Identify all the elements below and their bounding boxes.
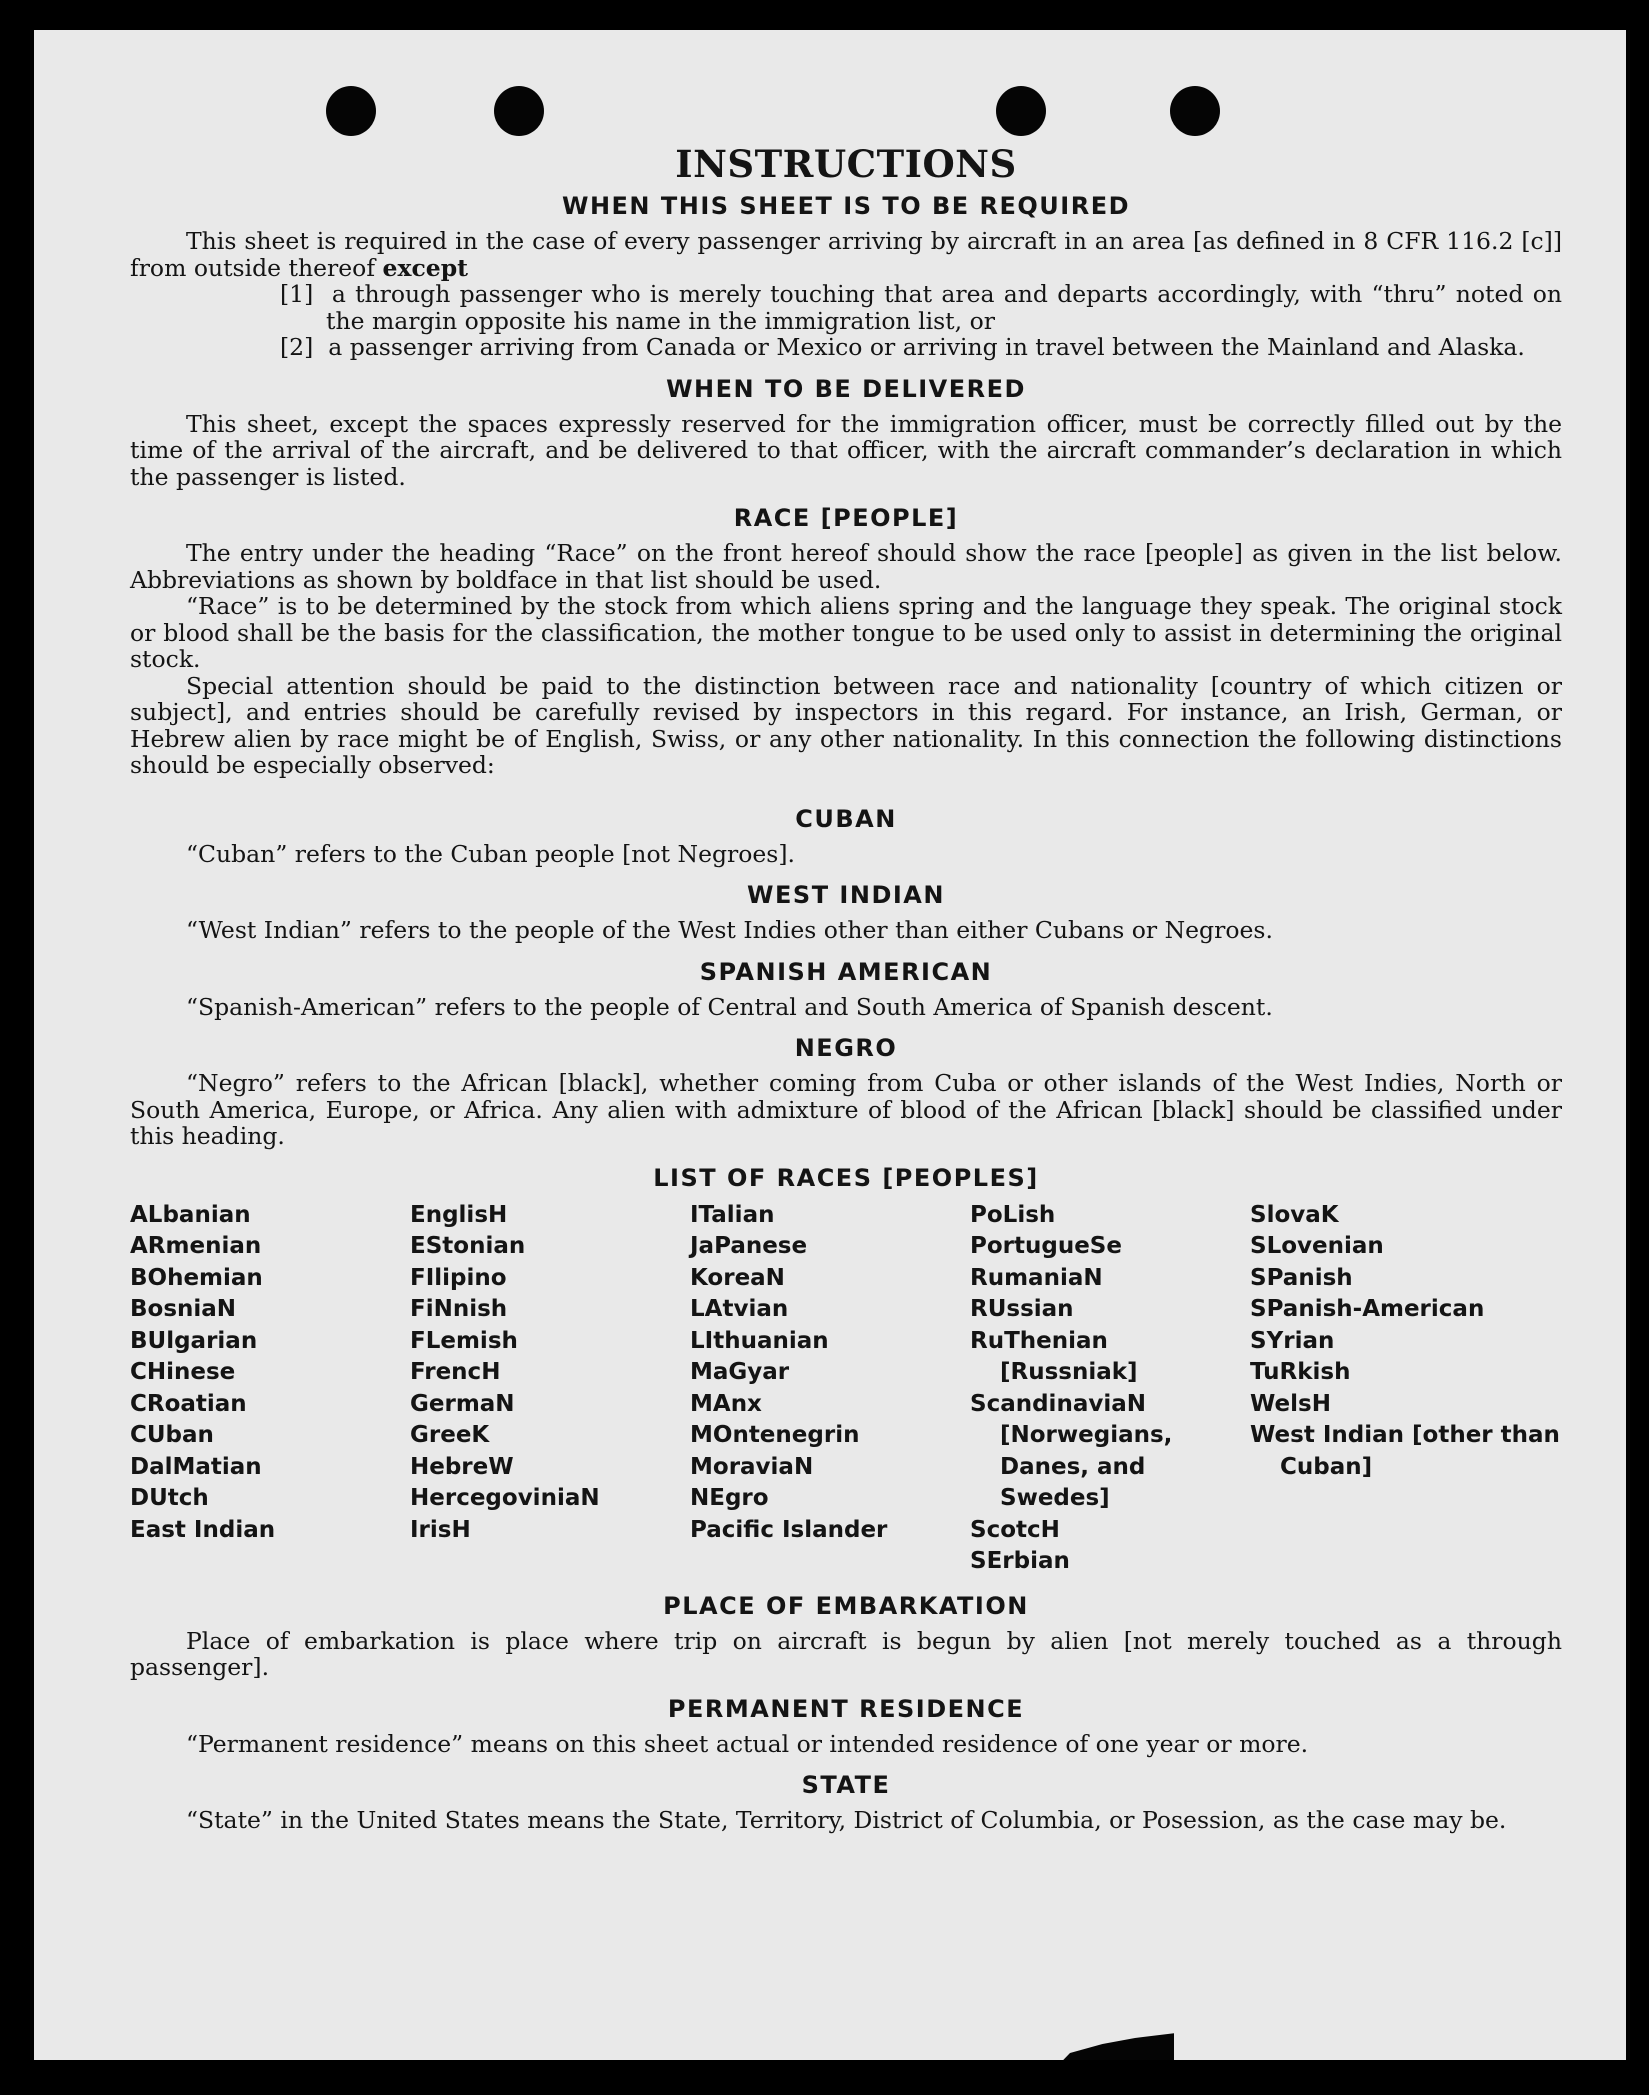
race-item: Pacific Islander bbox=[690, 1516, 888, 1543]
west-indian-text: “West Indian” refers to the people of the West Indies other than either Cubans or Negroes. bbox=[186, 916, 1273, 944]
race-item: GreeK bbox=[410, 1422, 490, 1448]
race-item: RuThenian [Russniak] bbox=[970, 1327, 1138, 1385]
heading-state: STATE bbox=[801, 1771, 891, 1799]
embarkation-text: Place of embarkation is place where trip on aircraft is begun by alien [not merely touched as a through passenger]. bbox=[130, 1626, 1562, 1681]
race-item: KoreaN bbox=[690, 1264, 785, 1291]
race-item: ScandinaviaN [Norwegians, Danes, and Swedes] bbox=[970, 1390, 1173, 1511]
race-item: JaPanese bbox=[690, 1233, 808, 1259]
punch-hole bbox=[494, 86, 544, 136]
punch-hole bbox=[996, 86, 1046, 136]
races-column-5 bbox=[1250, 1200, 1562, 1578]
race-item: FiNnish bbox=[410, 1296, 508, 1322]
race-item: SYrian bbox=[1250, 1327, 1335, 1354]
required-intro-except: except bbox=[382, 253, 469, 282]
race-item: HercegoviniaN bbox=[410, 1485, 600, 1511]
race-item: EnglisH bbox=[410, 1201, 508, 1228]
race-item: PortugueSe bbox=[970, 1233, 1122, 1259]
race-item: WelsH bbox=[1250, 1390, 1331, 1417]
heading-required: WHEN THIS SHEET IS TO BE REQUIRED bbox=[561, 192, 1131, 220]
race-item: MAnx bbox=[690, 1390, 762, 1417]
heading-embarkation: PLACE OF EMBARKATION bbox=[663, 1591, 1029, 1620]
race-item: PoLish bbox=[970, 1201, 1056, 1228]
heading-list-of-races: LIST OF RACES [PEOPLES] bbox=[653, 1163, 1039, 1192]
delivered-text: This sheet, except the spaces expressly reserved for the immigration officer, must be correctly filled out by the time of the arrival of the aircraft, and be delivered to that officer, with the aircraft commander’s declaration in which the passenger is listed. bbox=[130, 409, 1562, 491]
race-item: FIlipino bbox=[410, 1264, 507, 1291]
races-column-2 bbox=[410, 1200, 690, 1578]
required-item-1: [1] a through passenger who is merely touching that area and departs accordingly, with “thru” noted on the margin opposite his name in the immigration list, or bbox=[280, 280, 1562, 335]
race-item: FrencH bbox=[410, 1359, 501, 1385]
races-column-1 bbox=[130, 1200, 410, 1578]
race-item: SlovaK bbox=[1250, 1201, 1339, 1228]
race-item: CHinese bbox=[130, 1359, 236, 1385]
race-item: NEgro bbox=[690, 1485, 769, 1511]
race-item: SPanish-American bbox=[1250, 1296, 1485, 1322]
race-item: DUtch bbox=[130, 1485, 209, 1511]
races-column-3 bbox=[690, 1200, 970, 1578]
races-list bbox=[130, 1200, 1562, 1578]
negro-text: “Negro” refers to the African [black], whether coming from Cuba or other islands of the West Indies, North or South America, Europe, or Africa. Any alien with admixture of blood of the African [black] should be classified under this heading. bbox=[130, 1069, 1562, 1150]
heading-spanish-american: SPANISH AMERICAN bbox=[699, 957, 993, 986]
heading-delivered: WHEN TO BE DELIVERED bbox=[666, 374, 1026, 403]
permanent-residence-text: “Permanent residence” means on this sheet actual or intended residence of one year or more. bbox=[186, 1729, 1309, 1758]
race-item: CRoatian bbox=[130, 1390, 247, 1417]
race-item: HebreW bbox=[410, 1453, 514, 1480]
race-item: GermaN bbox=[410, 1390, 515, 1417]
punch-hole bbox=[326, 86, 376, 136]
race-item: LIthuanian bbox=[690, 1327, 829, 1354]
race-item: RUssian bbox=[970, 1296, 1074, 1322]
heading-west-indian: WEST INDIAN bbox=[747, 881, 945, 909]
race-item: MoraviaN bbox=[690, 1453, 814, 1480]
page-title: INSTRUCTIONS bbox=[675, 142, 1017, 186]
race-item: RumaniaN bbox=[970, 1264, 1103, 1291]
required-intro: This sheet is required in the case of every passenger arriving by aircraft in an area [as defined in 8 CFR 116.2 [c]] from outside thereof except bbox=[130, 227, 1562, 282]
document-sheet bbox=[34, 30, 1626, 2060]
race-item: CUban bbox=[130, 1422, 214, 1448]
race-item: SLovenian bbox=[1250, 1233, 1384, 1259]
state-text: “State” in the United States means the State, Territory, District of Columbia, or Posession, as the case may be. bbox=[186, 1806, 1507, 1834]
heading-race: RACE [PEOPLE] bbox=[733, 504, 959, 532]
punch-hole bbox=[1170, 86, 1220, 136]
race-item: EStonian bbox=[410, 1233, 526, 1259]
races-column-4 bbox=[970, 1200, 1250, 1578]
race-item: MaGyar bbox=[690, 1359, 790, 1385]
race-item: LAtvian bbox=[690, 1296, 789, 1322]
heading-permanent-residence: PERMANENT RESIDENCE bbox=[667, 1694, 1025, 1723]
required-item-2: [2] a passenger arriving from Canada or Mexico or arriving in travel between the Mainland and Alaska. bbox=[280, 333, 1525, 361]
race-item: BUlgarian bbox=[130, 1327, 258, 1354]
torn-edge bbox=[1044, 2020, 1174, 2060]
heading-negro: NEGRO bbox=[794, 1034, 898, 1062]
race-item: ITalian bbox=[690, 1201, 775, 1228]
race-item: DalMatian bbox=[130, 1453, 262, 1480]
race-item: FLemish bbox=[410, 1327, 518, 1354]
race-item: West Indian [other than Cuban] bbox=[1250, 1422, 1560, 1480]
race-paragraph-3: Special attention should be paid to the distinction between race and nationality [country of which citizen or subject], and entries should be carefully revised by inspectors in this regard. For instance, an Irish, German, or Hebrew alien by race might be of English, Swiss, or any other nationality. In this connection the following distinctions should be especially observed: bbox=[130, 671, 1562, 779]
race-item: ALbanian bbox=[130, 1201, 251, 1228]
race-item: ScotcH bbox=[970, 1516, 1060, 1543]
race-item: East Indian bbox=[130, 1516, 276, 1543]
race-paragraph-1: The entry under the heading “Race” on the front hereof should show the race [people] as given in the list below. Abbreviations as shown by boldface in that list should be used. bbox=[130, 539, 1562, 594]
cuban-text: “Cuban” refers to the Cuban people [not Negroes]. bbox=[186, 839, 796, 868]
race-item: IrisH bbox=[410, 1516, 471, 1543]
race-item: MOntenegrin bbox=[690, 1422, 860, 1448]
race-item: BosniaN bbox=[130, 1296, 237, 1322]
race-item: TuRkish bbox=[1250, 1359, 1351, 1385]
race-item: BOhemian bbox=[130, 1264, 263, 1291]
race-paragraph-2: “Race” is to be determined by the stock from which aliens spring and the language they speak. The original stock or blood shall be the basis for the classification, the mother tongue to be used only to assist in determining the original stock. bbox=[130, 592, 1562, 673]
document-content bbox=[130, 142, 1562, 1834]
spanish-american-text: “Spanish-American” refers to the people of Central and South America of Spanish descent. bbox=[186, 992, 1273, 1021]
heading-cuban: CUBAN bbox=[795, 804, 897, 833]
race-item: SPanish bbox=[1250, 1264, 1353, 1291]
race-item: SErbian bbox=[970, 1548, 1070, 1574]
race-item: ARmenian bbox=[130, 1233, 262, 1259]
